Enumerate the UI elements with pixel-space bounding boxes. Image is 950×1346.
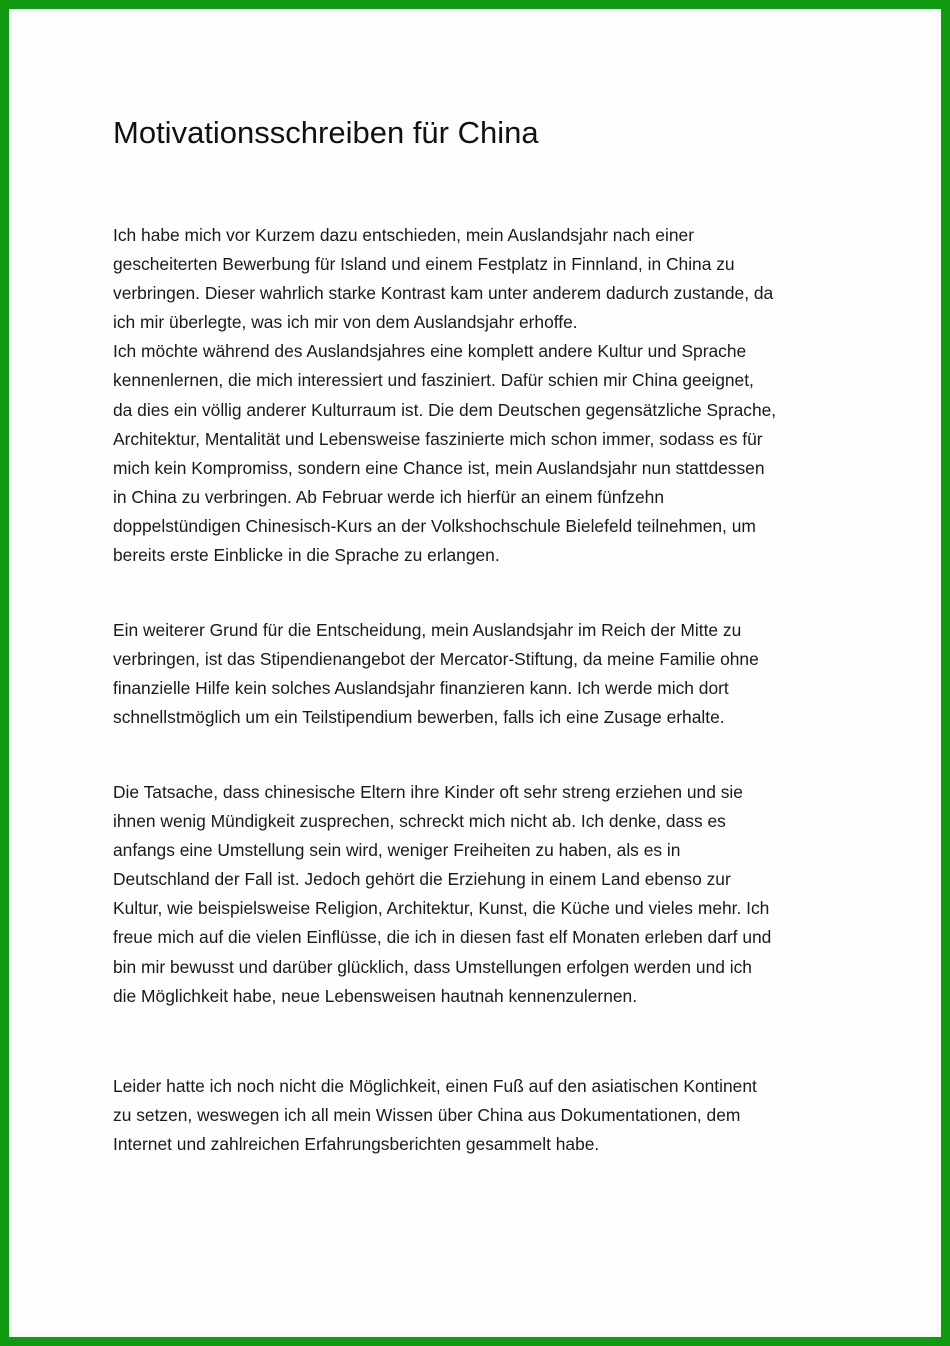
document-page [9,9,941,1337]
text-line: verbringen. Dieser wahrlich starke Kontrast kam unter anderem dadurch zustande, da [113,283,774,304]
text-line: finanzielle Hilfe kein solches Auslandsjahr finanzieren kann. Ich werde mich dort [113,678,729,699]
text-line: gescheiterten Bewerbung für Island und einem Festplatz in Finnland, in China zu [113,254,735,275]
text-line: mich kein Kompromiss, sondern eine Chance ist, mein Auslandsjahr nun stattdessen [113,457,765,478]
text-line: kennenlernen, die mich interessiert und fasziniert. Dafür schien mir China geeignet, [113,370,754,391]
text-line: Ich möchte während des Auslandsjahres eine komplett andere Kultur und Sprache [113,341,747,362]
text-line: die Möglichkeit habe, neue Lebensweisen hautnah kennenzulernen. [113,985,638,1006]
text-line: Kultur, wie beispielsweise Religion, Architektur, Kunst, die Küche und vieles mehr. Ich [113,898,770,919]
text-line: Architektur, Mentalität und Lebensweise faszinierte mich schon immer, sodass es für [113,428,763,449]
text-line: zu setzen, weswegen ich all mein Wissen über China aus Dokumentationen, dem [113,1105,741,1126]
text-line: Die Tatsache, dass chinesische Eltern ihre Kinder oft sehr streng erziehen und sie [113,782,743,802]
text-line: Ein weiterer Grund für die Entscheidung, mein Auslandsjahr im Reich der Mitte zu [113,620,742,640]
text-line: bin mir bewusst und darüber glücklich, dass Umstellungen erfolgen werden und ich [113,956,752,977]
text-line: Ich habe mich vor Kurzem dazu entschieden, mein Auslandsjahr nach einer [113,225,694,245]
text-line: ihnen wenig Mündigkeit zusprechen, schreckt mich nicht ab. Ich denke, dass es [113,811,726,832]
text-line: Leider hatte ich noch nicht die Möglichkeit, einen Fuß auf den asiatischen Kontinent [113,1076,757,1096]
paragraph-2 [113,616,853,732]
text-line: freue mich auf die vielen Einflüsse, die ich in diesen fast elf Monaten erleben darf und [113,927,772,948]
paragraph-3 [113,778,853,1011]
text-line: anfangs eine Umstellung sein wird, weniger Freiheiten zu haben, als es in [113,840,681,861]
document-title: Motivationsschreiben für China [113,115,539,150]
text-line: Deutschland der Fall ist. Jedoch gehört die Erziehung in einem Land ebenso zur [113,869,731,890]
text-line: doppelstündigen Chinesisch-Kurs an der Volkshochschule Bielefeld teilnehmen, um [113,515,756,536]
paragraph-4 [113,1072,853,1159]
text-line: verbringen, ist das Stipendienangebot der Mercator-Stiftung, da meine Familie ohne [113,649,759,670]
text-line: da dies ein völlig anderer Kulturraum ist. Die dem Deutschen gegensätzliche Sprache, [113,399,777,420]
text-line: schnellstmöglich um ein Teilstipendium bewerben, falls ich eine Zusage erhalte. [113,707,725,728]
text-line: Internet und zahlreichen Erfahrungsberichten gesammelt habe. [113,1134,600,1155]
text-line: ich mir überlegte, was ich mir von dem Auslandsjahr erhoffe. [113,312,578,333]
text-line: bereits erste Einblicke in die Sprache zu erlangen. [113,545,500,566]
text-line: in China zu verbringen. Ab Februar werde ich hierfür an einem fünfzehn [113,486,665,507]
paragraph-1 [113,221,853,570]
